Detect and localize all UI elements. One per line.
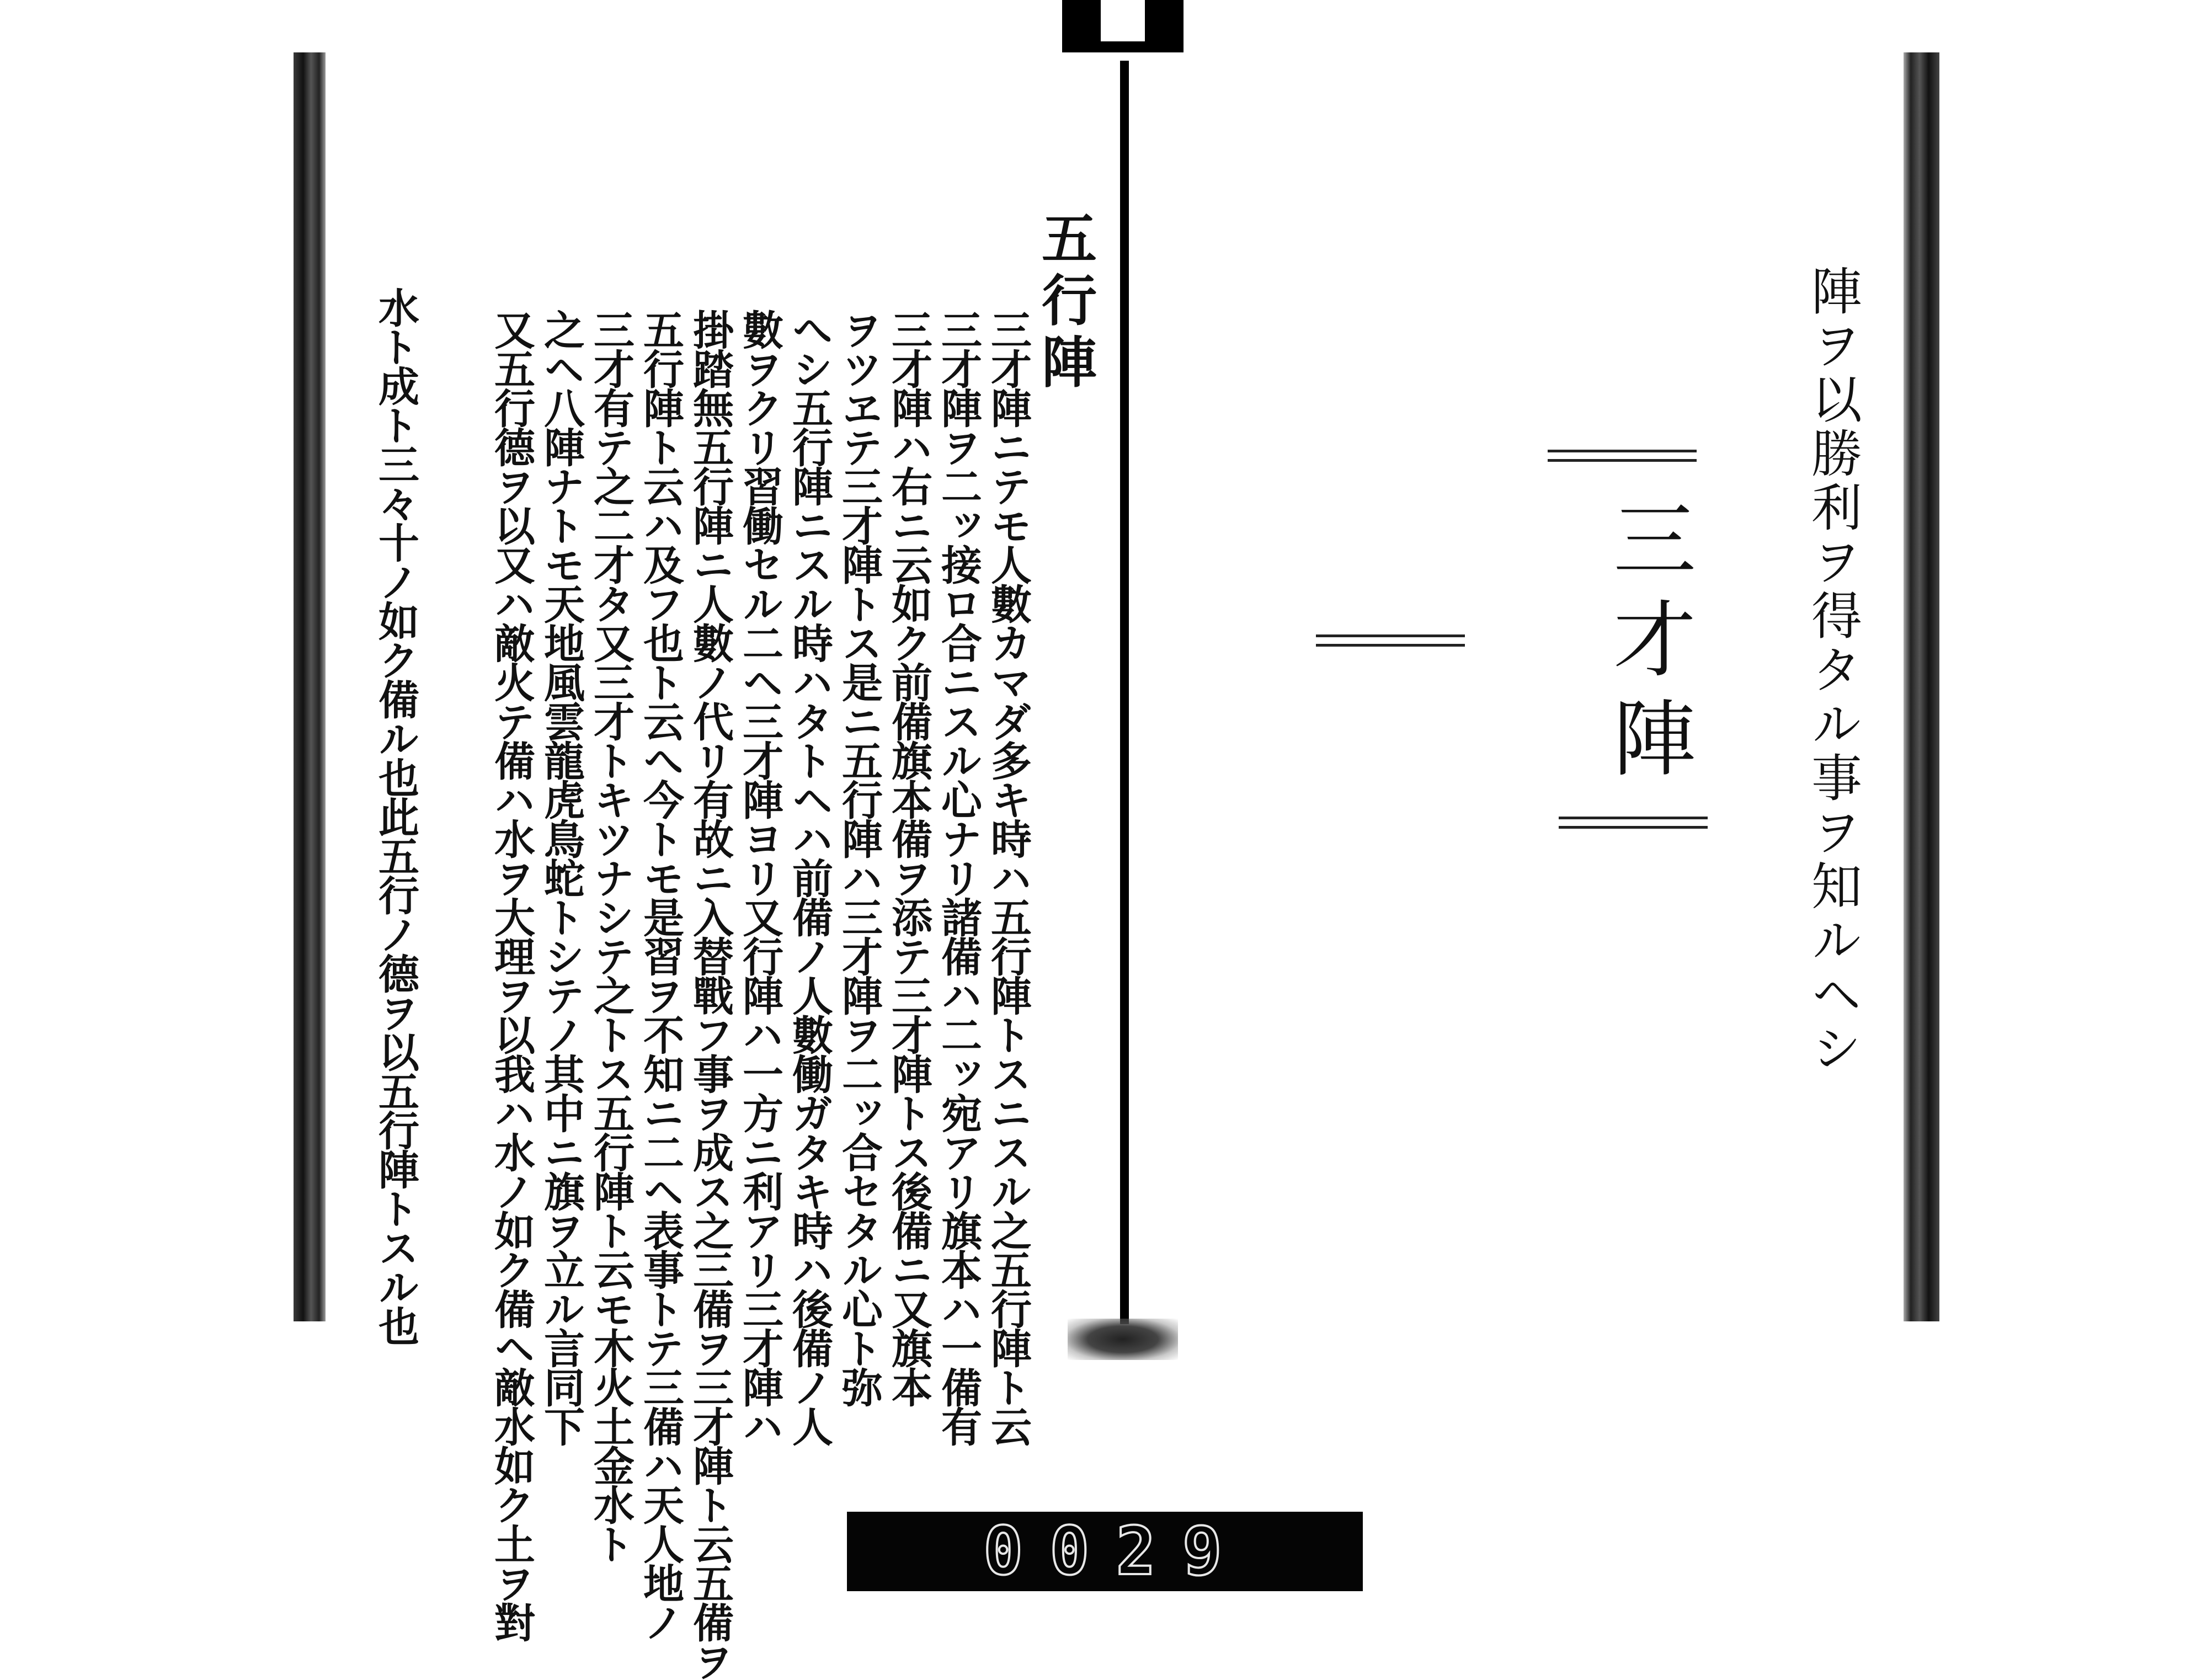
decorative-double-line-lower: [1559, 817, 1708, 829]
body-column-1: 三才陣ニテモ人數カマダ多キ時ハ五行陣トスニスル之五行陣ト云: [984, 309, 1032, 1445]
chapter-heading: 陣ヲ以勝利ヲ得タル事ヲ知ルヘシ: [1803, 265, 1862, 1076]
body-column-4: ヲツヱテ三才陣トス是ニ五行陣ハ三才陣ヲ二ッ合セタル心ト弥: [835, 309, 883, 1406]
body-column-7: 掛踏無五行陣ニ人數ノ代リ有故ニ入替戰フ事ヲ成ス之三備ヲ三才陣ト云五備ヲ: [686, 309, 734, 1680]
binding-shadow-bottom: [1068, 1319, 1178, 1360]
body-column-12: 水ト成ト三々十ノ如ク備ル也此五行ノ德ヲ以五行陣トスル也: [372, 287, 419, 1345]
left-page-border: [294, 52, 326, 1321]
right-page-border: [1904, 52, 1939, 1321]
body-column-6: 數ヲクリ習働セル二ヘ三才陣ヨリ又行陣ハ一方ニ利アリ三才陣ハ: [736, 309, 783, 1445]
body-column-3: 三才陣ハ右ニ云如ク前備旗本備ヲ添テ三才陣トス後備ニ又旗本: [885, 309, 932, 1406]
body-column-2: 三才陣ヲ二ッ接ロ合ニスル心ナリ諸備ハ二ッ宛アリ旗本ハ一備有: [935, 309, 982, 1445]
body-column-9: 三才有テ之二才タ又三才トキツナシテ之トス五行陣ト云モ木火土金水ト: [587, 309, 635, 1562]
binding-clip-top: [1062, 0, 1184, 52]
decorative-double-line-left: [1316, 634, 1465, 647]
decorative-double-line-upper: [1548, 450, 1697, 462]
body-column-10: 之ヘ八陣ナトモ天地風雲龍虎鳥蛇トシテノ其中ニ旗ヲ立ル言同下: [537, 309, 585, 1445]
section-title: 五行陣: [1032, 210, 1097, 395]
body-column-11: 又五行德ヲ以又ハ敵火テ備ハ水ヲ大理ヲ以我ハ水ノ如ク備ヘ敵水如ク土ヲ對: [488, 309, 535, 1641]
main-title: 三才陣: [1599, 497, 1695, 794]
book-spine-line: [1120, 61, 1129, 1324]
body-column-8: 五行陣ト云ハ及フ也ト云へ今トモ是習ヲ不知ニ二ヘ表事トテ三備ハ天人地ノ: [637, 309, 684, 1641]
page-number: 0029: [983, 1513, 1249, 1590]
body-column-5: へシ五行陣ニスル時ハタトヘハ前備ノ人數働ガタキ時ハ後備ノ人: [786, 309, 833, 1445]
page-number-plate: [847, 1512, 1363, 1591]
